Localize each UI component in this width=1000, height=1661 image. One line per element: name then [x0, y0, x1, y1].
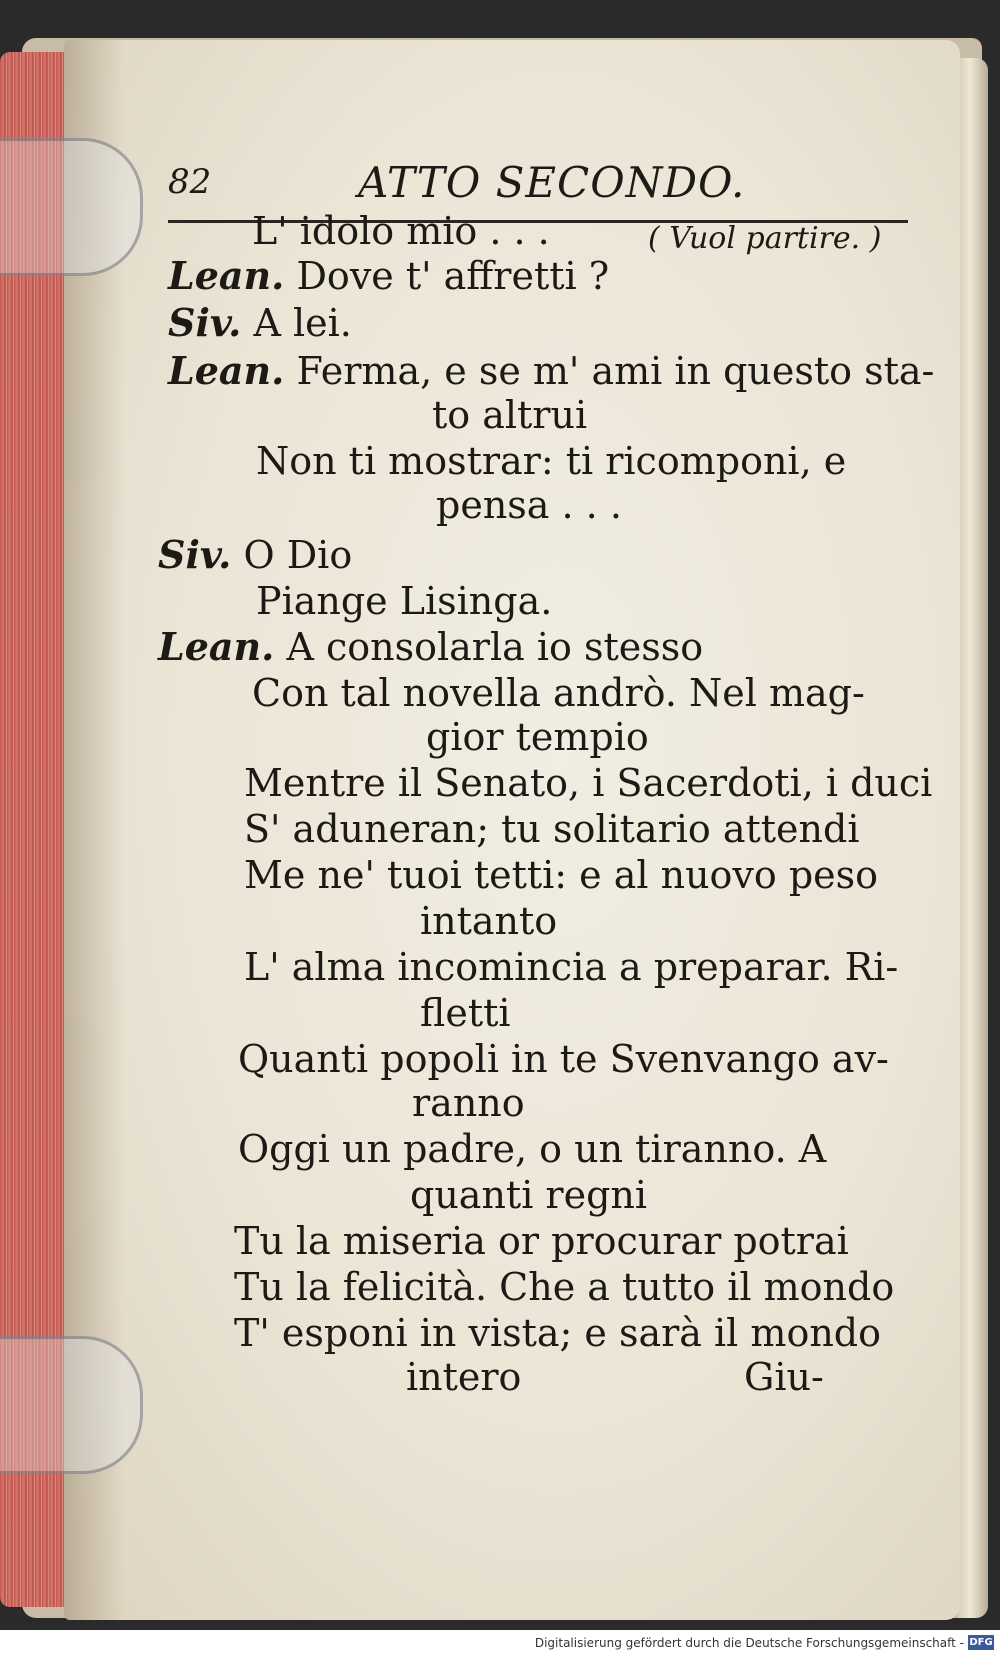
line-text: L' idolo mio . . . [252, 209, 550, 253]
line-text: Me ne' tuoi tetti: e al nuovo peso [244, 853, 879, 897]
text-line [420, 898, 557, 944]
text-line [436, 482, 622, 528]
stage-direction-text: ( Vuol partire. ) [648, 221, 882, 256]
text-line [234, 1264, 894, 1310]
text-line [238, 1036, 889, 1082]
line-text: Dove t' affretti ? [296, 254, 610, 298]
catchword-text: Giu- [744, 1355, 824, 1399]
speaker-label: Lean. [168, 253, 285, 298]
line-text: L' alma incomincia a preparar. Ri- [244, 945, 899, 989]
line-text: gior tempio [426, 715, 649, 759]
running-head: ATTO SECONDO. [358, 158, 746, 207]
text-line [256, 578, 552, 624]
text-line [234, 1310, 881, 1356]
text-line [238, 1126, 826, 1172]
book-clip-top [0, 138, 143, 276]
speaker-label: Siv. [158, 532, 232, 577]
line-text: pensa . . . [436, 483, 622, 527]
line-text: Oggi un padre, o un tiranno. A [238, 1127, 827, 1171]
line-text: Tu la felicità. Che a tutto il mondo [234, 1265, 895, 1309]
line-text: A consolarla io stesso [286, 625, 704, 669]
page-header [168, 158, 908, 214]
text-line [158, 624, 703, 670]
page-right-edge [958, 58, 988, 1618]
line-text: intanto [420, 899, 558, 943]
speaker-label: Lean. [158, 624, 275, 669]
line-text: Mentre il Senato, i Sacerdoti, i duci [244, 761, 933, 805]
text-line [158, 532, 352, 578]
line-text: ranno [412, 1081, 525, 1125]
speaker-label: Siv. [168, 300, 242, 345]
text-line [406, 1354, 521, 1400]
text-line [426, 714, 649, 760]
text-line [244, 852, 878, 898]
dfg-logo: DFG [969, 1637, 993, 1648]
line-text: Ferma, e se m' ami in questo sta- [296, 349, 935, 393]
page-number: 82 [168, 162, 212, 202]
text-line [168, 348, 934, 394]
line-text: Piange Lisinga. [256, 579, 553, 623]
footer-credit: Digitalisierung gefördert durch die Deutsche Forschungsgemeinschaft - [534, 1636, 964, 1650]
book-clip-bottom [0, 1336, 143, 1474]
text-line [244, 806, 860, 852]
text-line [252, 208, 550, 254]
line-text: fletti [420, 991, 511, 1035]
catchword [744, 1354, 824, 1400]
text-line [420, 990, 511, 1036]
text-line [244, 944, 898, 990]
text-line [410, 1172, 647, 1218]
stage-direction [648, 212, 881, 262]
line-text: quanti regni [410, 1173, 648, 1217]
line-text: O Dio [243, 533, 353, 577]
digitization-footer [0, 1630, 1000, 1661]
line-text: to altrui [432, 393, 588, 437]
line-text: S' aduneran; tu solitario attendi [244, 807, 860, 851]
line-text: T' esponi in vista; e sarà il mondo [234, 1311, 882, 1355]
text-line [168, 253, 609, 299]
text-line [168, 300, 352, 346]
text-line [234, 1218, 849, 1264]
text-line [432, 392, 587, 438]
line-text: A lei. [253, 301, 352, 345]
line-text: Non ti mostrar: ti ricomponi, e [256, 439, 847, 483]
text-line [412, 1080, 525, 1126]
line-text: Tu la miseria or procurar potrai [234, 1219, 849, 1263]
text-line [252, 670, 865, 716]
line-text: Quanti popoli in te Svenvango av- [238, 1037, 889, 1081]
text-line [244, 760, 932, 806]
speaker-label: Lean. [168, 348, 285, 393]
line-text: Con tal novella andrò. Nel mag- [252, 671, 865, 715]
line-text: intero [406, 1355, 522, 1399]
text-line [256, 438, 846, 484]
